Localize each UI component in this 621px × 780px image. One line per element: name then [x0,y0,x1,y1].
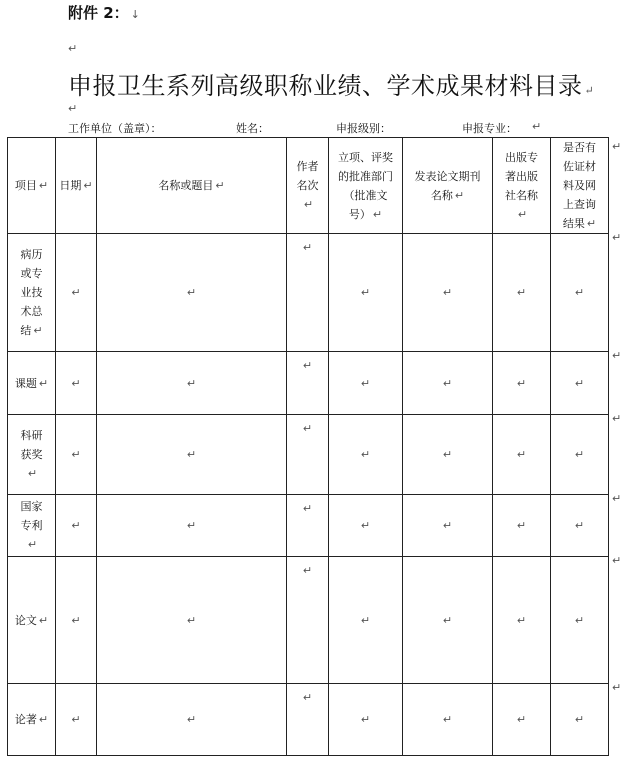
topic-cell: ↵ [97,234,287,352]
header-approval: 立项、评奖的批准部门（批准文号） ↵ [329,138,403,234]
header-item: 项目 ↵ [8,138,56,234]
publisher-cell: ↵ [493,684,551,756]
row-label: 病历或专业技术总结 ↵ [8,234,56,352]
row-end-mark: ↵ [612,140,621,153]
header-journal: 发表论文期刊名称 ↵ [403,138,493,234]
publisher-cell: ↵ [493,557,551,684]
table-row [8,557,609,684]
date-cell: ↵ [56,684,97,756]
table-row [8,352,609,415]
author-rank-cell: ↵ [287,415,329,495]
date-cell: ↵ [56,495,97,557]
date-cell: ↵ [56,352,97,415]
row-end-mark: ↵ [612,554,621,567]
document-title [68,66,594,101]
row-end-mark: ↵ [612,412,621,425]
approval-cell: ↵ [329,352,403,415]
approval-cell: ↵ [329,234,403,352]
verified-cell: ↵ [551,234,609,352]
header-topic: 名称或题目 ↵ [97,138,287,234]
author-rank-cell: ↵ [287,557,329,684]
journal-cell: ↵ [403,495,493,557]
apply-level-label: 申报级别： [336,122,391,135]
applicant-name-label: 姓名： [236,122,269,135]
author-rank-cell: ↵ [287,352,329,415]
verified-cell: ↵ [551,684,609,756]
row-label: 国家专利↵ [8,495,56,557]
apply-major-label: 申报专业： [462,122,517,135]
row-end-mark: ↵ [612,231,621,244]
row-label: 课题 ↵ [8,352,56,415]
publisher-cell: ↵ [493,234,551,352]
header-row [8,138,609,234]
header-verified: 是否有佐证材料及网上查询结果 ↵ [551,138,609,234]
approval-cell: ↵ [329,557,403,684]
achievement-table [7,137,609,756]
journal-cell: ↵ [403,684,493,756]
row-end-mark: ↵ [612,681,621,694]
table-row [8,684,609,756]
row-end-mark: ↵ [612,349,621,362]
table-row [8,495,609,557]
publisher-cell: ↵ [493,352,551,415]
topic-cell: ↵ [97,557,287,684]
empty-paragraph-mark: ↵ [68,102,78,115]
verified-cell: ↵ [551,495,609,557]
paragraph-mark: ↓ [130,8,140,21]
journal-cell: ↵ [403,234,493,352]
row-label: 论著 ↵ [8,684,56,756]
approval-cell: ↵ [329,415,403,495]
verified-cell: ↵ [551,557,609,684]
topic-cell: ↵ [97,684,287,756]
header-publisher: 出版专著出版社名称↵ [493,138,551,234]
author-rank-cell: ↵ [287,234,329,352]
date-cell: ↵ [56,557,97,684]
topic-cell: ↵ [97,352,287,415]
table-row [8,415,609,495]
empty-paragraph-mark: ↵ [68,42,78,55]
publisher-cell: ↵ [493,415,551,495]
approval-cell: ↵ [329,495,403,557]
paragraph-mark: ↵ [532,120,542,133]
publisher-cell: ↵ [493,495,551,557]
journal-cell: ↵ [403,352,493,415]
date-cell: ↵ [56,415,97,495]
work-unit-label: 工作单位（盖章）： [68,122,162,135]
topic-cell: ↵ [97,415,287,495]
author-rank-cell: ↵ [287,495,329,557]
attachment-text: 附件 2： [68,4,129,22]
header-author-rank: 作者名次↵ [287,138,329,234]
title-text: 申报卫生系列高级职称业绩、学术成果材料目录 [68,72,583,100]
paragraph-mark: ↵ [584,84,595,97]
topic-cell: ↵ [97,495,287,557]
date-cell: ↵ [56,234,97,352]
verified-cell: ↵ [551,415,609,495]
row-label: 论文 ↵ [8,557,56,684]
table-row [8,234,609,352]
row-label: 科研获奖↵ [8,415,56,495]
verified-cell: ↵ [551,352,609,415]
attachment-label [68,2,140,23]
author-rank-cell: ↵ [287,684,329,756]
row-end-mark: ↵ [612,492,621,505]
approval-cell: ↵ [329,684,403,756]
header-date: 日期 ↵ [56,138,97,234]
journal-cell: ↵ [403,557,493,684]
journal-cell: ↵ [403,415,493,495]
